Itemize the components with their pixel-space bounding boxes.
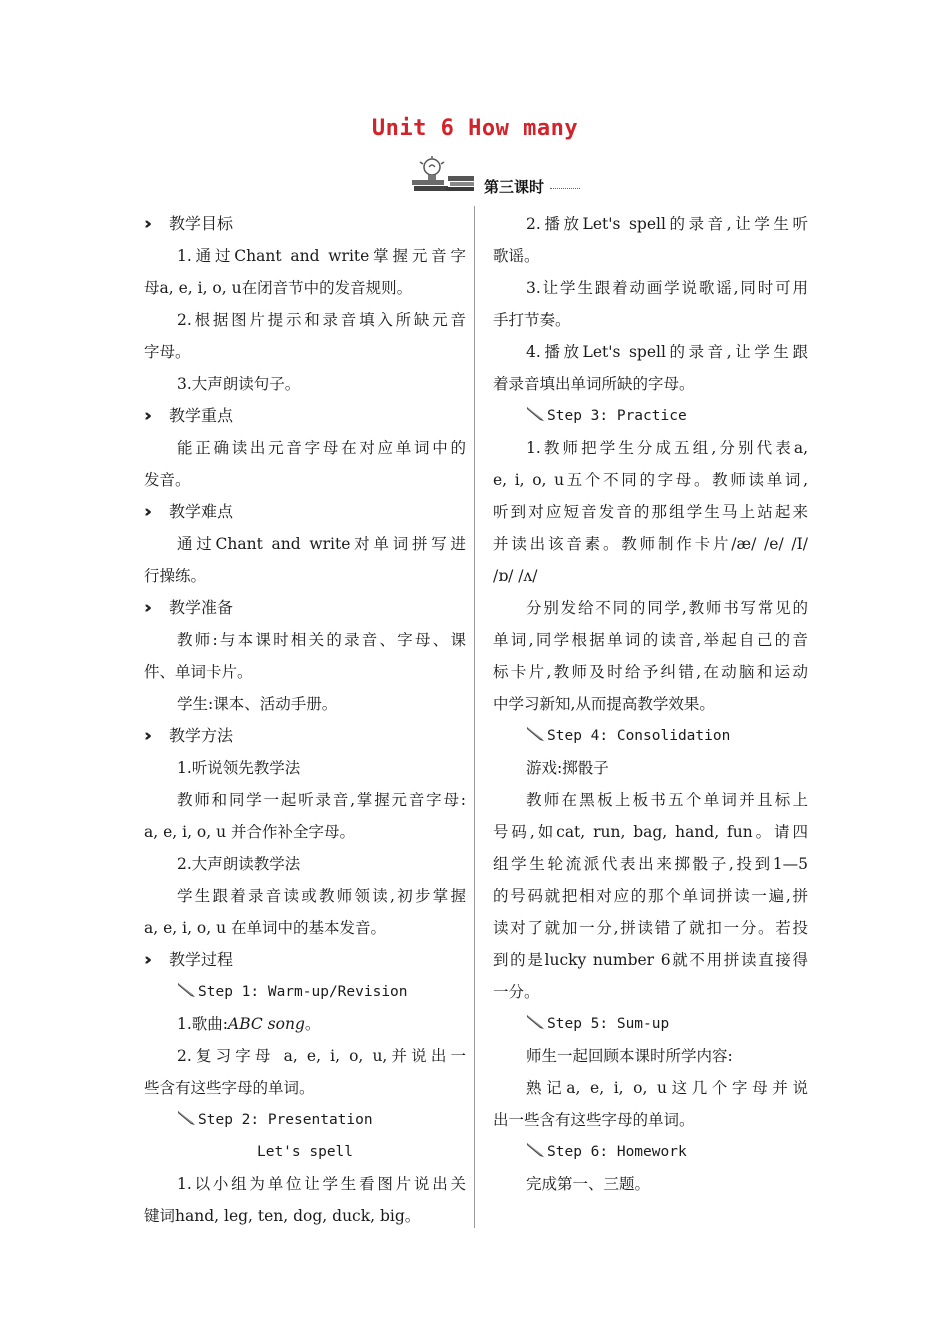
text-line: 1.通过Chant and write掌握元音字 (177, 247, 466, 265)
pen-icon (526, 1014, 546, 1030)
lesson-dots (550, 188, 580, 189)
pen-icon (526, 406, 546, 422)
text-line: 号码,如cat, run, bag, hand, fun。请四 (493, 823, 808, 841)
text-line: 键词hand, leg, ten, dog, duck, big。 (144, 1207, 421, 1225)
text-line: 歌谣。 (493, 247, 540, 265)
text-line: 出一些含有这些字母的单词。 (493, 1111, 695, 1129)
text-line: 学生跟着录音读或教师领读,初步掌握 (177, 887, 466, 905)
text-line: 分别发给不同的同学,教师书写常见的 (526, 599, 808, 617)
text-line: 4.播放Let's spell的录音,让学生跟 (526, 343, 808, 361)
text-line: 一分。 (493, 983, 540, 1001)
text-line: 行操练。 (144, 567, 207, 585)
text-line: 标卡片,教师及时给予纠错,在动脑和运动 (493, 663, 808, 681)
step-heading: Step 6: Homework (493, 1136, 808, 1168)
lightbulb-books-icon (410, 156, 476, 192)
text-line: 些含有这些字母的单词。 (144, 1079, 315, 1097)
pen-icon (526, 726, 546, 742)
text-line: 2.大声朗读教学法 (177, 855, 301, 873)
text-line: /ɒ/ /ʌ/ (493, 567, 538, 585)
text-line: 读对了就加一分,拼读错了就扣一分。若投 (493, 919, 808, 937)
lesson-header (410, 156, 590, 196)
section-heading: ›› 教学准备 (144, 592, 466, 624)
text-line: 单词,同学根据单词的读音,举起自己的音 (493, 631, 808, 649)
double-chevron-icon: ›› (144, 950, 147, 970)
pen-icon (526, 1142, 546, 1158)
text-line: 通过Chant and write对单词拼写进 (177, 535, 466, 553)
lesson-label: 第三课时 (484, 178, 545, 196)
text-line: a, e, i, o, u 并合作补全字母。 (144, 823, 356, 841)
double-chevron-icon: ›› (144, 598, 147, 618)
text-line: 母a, e, i, o, u在闭音节中的发音规则。 (144, 279, 413, 297)
text-line: 2.复习字母 a, e, i, o, u,并说出一 (177, 1047, 466, 1065)
step-heading: Step 1: Warm-up/Revision (144, 976, 466, 1008)
text-line: 教师在黑板上板书五个单词并且标上 (526, 791, 808, 809)
text-line: a, e, i, o, u 在单词中的基本发音。 (144, 919, 387, 937)
section-heading: ›› 教学难点 (144, 496, 466, 528)
text-line: 并读出该音素。教师制作卡片/æ/ /e/ /I/ (493, 535, 808, 553)
step-heading: Step 4: Consolidation (493, 720, 808, 752)
text-line: 能正确读出元音字母在对应单词中的 (177, 439, 466, 457)
double-chevron-icon: ›› (144, 406, 147, 426)
text-line: 听到对应短音发音的那组学生马上站起来 (493, 503, 808, 521)
text-line: 游戏:掷骰子 (526, 759, 609, 777)
song-title: ABC song (228, 1015, 305, 1033)
text-line: 学生:课本、活动手册。 (177, 695, 338, 713)
section-heading: ›› 教学方法 (144, 720, 466, 752)
text-line: 发音。 (144, 471, 191, 489)
text-line: 件、单词卡片。 (144, 663, 253, 681)
text-line: 1.听说领先教学法 (177, 759, 301, 777)
section-heading: ›› 教学过程 (144, 944, 466, 976)
column-divider (474, 206, 475, 1228)
text-line: 教师和同学一起听录音,掌握元音字母: (177, 791, 466, 809)
right-column (493, 208, 808, 1200)
section-heading: ›› 教学重点 (144, 400, 466, 432)
text-line: 2.根据图片提示和录音填入所缺元音 (177, 311, 466, 329)
subheading: Let's spell (256, 1144, 354, 1160)
step-heading: Step 2: Presentation (144, 1104, 466, 1136)
text-line: 手打节奏。 (493, 311, 571, 329)
text-line: 2.播放Let's spell的录音,让学生听 (526, 215, 808, 233)
pen-icon (177, 982, 197, 998)
text-line: 完成第一、三题。 (526, 1175, 651, 1193)
document-title: Unit 6 How many (371, 116, 579, 141)
text-line: 熟记a, e, i, o, u这几个字母并说 (526, 1079, 808, 1097)
text-line: 组学生轮流派代表出来掷骰子,投到1—5 (493, 855, 808, 873)
text-line: 着录音填出单词所缺的字母。 (493, 375, 695, 393)
text-line: 到的是lucky number 6就不用拼读直接得 (493, 951, 808, 969)
text-line: 教师:与本课时相关的录音、字母、课 (177, 631, 466, 649)
section-heading: ›› 教学目标 (144, 208, 466, 240)
text-line: 字母。 (144, 343, 191, 361)
text-line: 3.大声朗读句子。 (177, 375, 301, 393)
double-chevron-icon: ›› (144, 502, 147, 522)
left-column (144, 208, 466, 1232)
text-line: 3.让学生跟着动画学说歌谣,同时可用 (526, 279, 808, 297)
text-line: 的号码就把相对应的那个单词拼读一遍,拼 (493, 887, 808, 905)
step-heading: Step 5: Sum-up (493, 1008, 808, 1040)
text-line: e, i, o, u五个不同的字母。教师读单词, (493, 471, 808, 489)
text-line: 1.歌曲:ABC song。 (177, 1015, 321, 1033)
pen-icon (177, 1110, 197, 1126)
text-line: 师生一起回顾本课时所学内容: (526, 1047, 733, 1065)
double-chevron-icon: ›› (144, 214, 147, 234)
step-heading: Step 3: Practice (493, 400, 808, 432)
text-line: 1.教师把学生分成五组,分别代表a, (526, 439, 808, 457)
text-line: 中学习新知,从而提高教学效果。 (493, 695, 715, 713)
double-chevron-icon: ›› (144, 726, 147, 746)
text-line: 1.以小组为单位让学生看图片说出关 (177, 1175, 466, 1193)
